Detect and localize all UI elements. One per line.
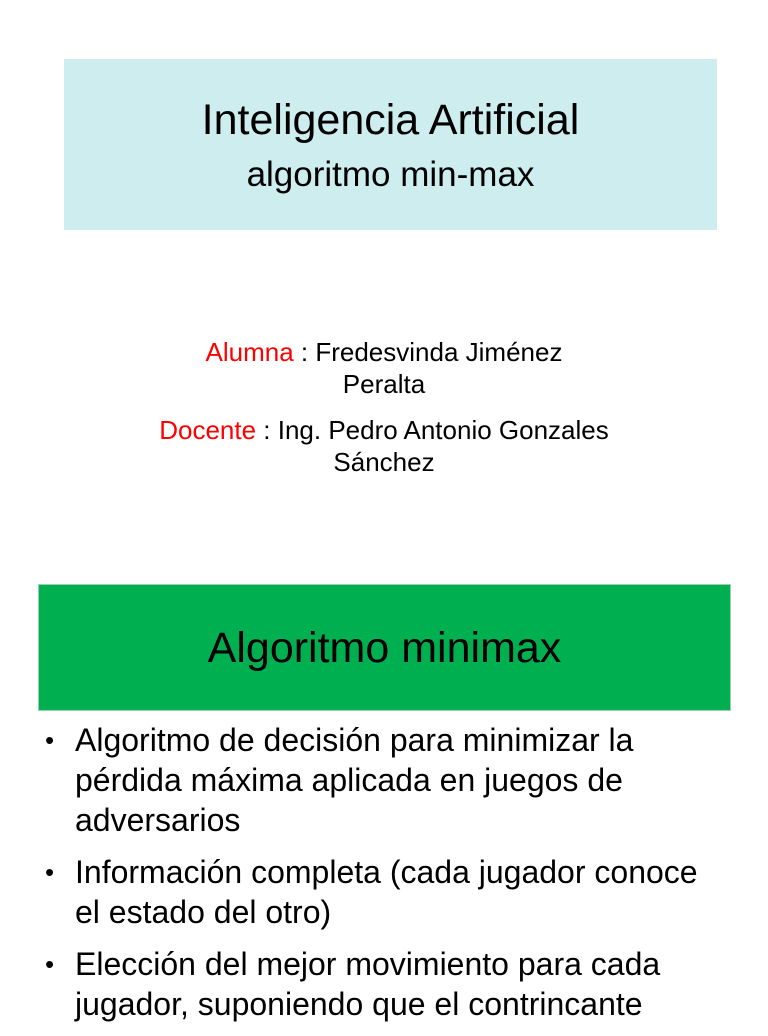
page-title: Inteligencia Artificial: [201, 96, 580, 144]
student-name-part-1: : Fredesvinda Jiménez: [293, 337, 563, 367]
bullet-dot-icon: •: [45, 857, 55, 887]
bullet-list: [0, 720, 768, 1036]
list-item: [0, 944, 768, 1024]
bullet-text: Elección del mejor movimiento para cada jugador, suponiendo que el contrincante: [75, 946, 661, 1022]
teacher-credit: [0, 414, 768, 478]
title-box: [64, 59, 717, 230]
student-name-part-2: Peralta: [342, 369, 426, 399]
teacher-name-part-1: : Ing. Pedro Antonio Gonzales: [256, 415, 609, 445]
section-header-box: [38, 584, 731, 711]
list-item: [0, 720, 768, 840]
bullet-dot-icon: •: [45, 725, 55, 755]
student-credit: [0, 336, 768, 400]
teacher-role-label: Docente: [159, 415, 257, 445]
section-title: Algoritmo minimax: [207, 624, 562, 672]
student-role-label: Alumna: [205, 337, 294, 367]
page-subtitle: algoritmo min-max: [246, 155, 535, 194]
list-item: [0, 852, 768, 932]
bullet-text: Algoritmo de decisión para minimizar la pérdida máxima aplicada en juegos de adversarios: [75, 722, 634, 838]
bullet-text: Información completa (cada jugador conoce el estado del otro): [75, 854, 698, 930]
bullet-dot-icon: •: [45, 949, 55, 979]
student-credit-line-1: [0, 336, 768, 368]
teacher-credit-line-1: [0, 414, 768, 446]
teacher-name-part-2: Sánchez: [333, 447, 435, 477]
